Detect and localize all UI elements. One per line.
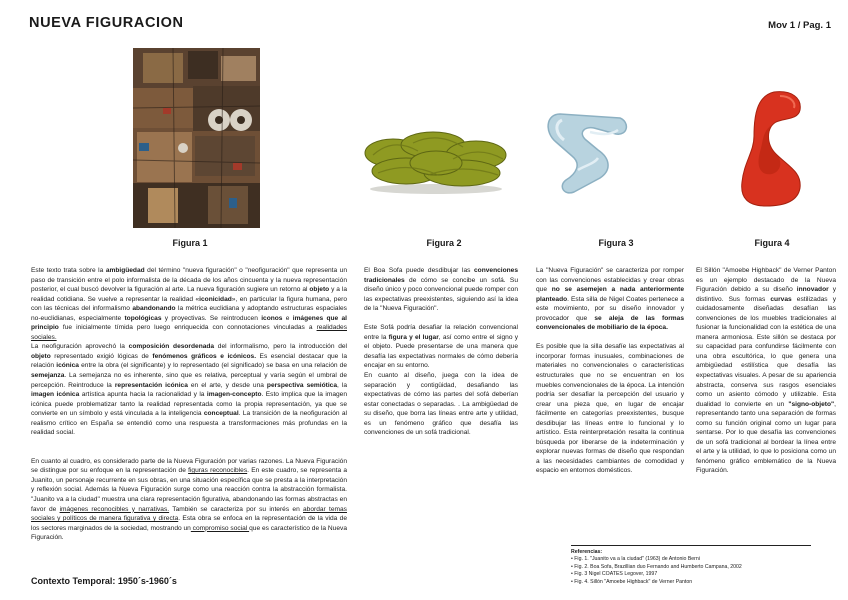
text-run: , la — [337, 381, 347, 389]
emphasis-text: ambigüedad — [105, 267, 145, 274]
text-run: . La transición de la neofiguración al realismo crítico en España se entendió como una respuesta a transformaciones más profundas en la realidad social. — [31, 410, 347, 437]
figure-1-caption: Figura 1 — [172, 238, 208, 248]
emphasis-text: objeto — [31, 352, 51, 360]
underlined-text: realidades sociales. — [31, 324, 347, 341]
figure-3-image — [538, 100, 633, 200]
text-run: . Esta obra se enfoca en la representación de la vida de los sectores marginados de la sociedad, mostrando un — [31, 515, 347, 532]
references-title: Referencias: — [571, 549, 603, 555]
paragraph — [364, 323, 518, 371]
text-run: representado exigió lógicas de — [50, 352, 153, 360]
figure-2-caption: Figura 2 — [426, 238, 462, 248]
underlined-text: abordar temas sociales y políticos de manera figurativa y directa — [31, 505, 347, 523]
text-run: de cómo se concibe un sofá. Su diseño único y poco convencional puede romper con las expectativas preexistentes, siguiendo así la idea de la "Nueva Figuración". — [364, 276, 518, 313]
temporal-context: Contexto Temporal: 1950´s-1960´s — [31, 576, 177, 586]
figure-3-caption: Figura 3 — [598, 238, 634, 248]
text-run: y proyectivas. Se reintroducen — [161, 314, 262, 322]
braided-sofa-icon — [358, 125, 513, 197]
emphasis-text: iconos — [261, 314, 283, 322]
underlined-text: compromiso social — [190, 524, 250, 532]
text-run: artística apunta hacia la racionalidad y la — [79, 391, 207, 399]
text-run: . Esto implica que la imagen icónica puede problematizar tanto la realidad representada como la propia representación, ya que se convierte en un símbolo y está vinculada a la inteligencia — [31, 391, 347, 418]
column-figure-2-text — [364, 266, 518, 438]
emphasis-text: "signo-objeto" — [788, 400, 835, 408]
text-run: fue inicialmente tímida pero luego enriquecida con connotaciones vinculadas a — [58, 324, 317, 332]
red-armchair-icon — [736, 88, 806, 210]
text-run: », en particular la figura humana, pero con las técnicas del informalismo — [31, 295, 347, 313]
paragraph — [696, 266, 836, 476]
emphasis-text: se aleja de las formas convencionales de mobiliario de la época. — [536, 314, 684, 332]
column-figure-3-text — [536, 266, 684, 476]
emphasis-text: objeto — [309, 286, 330, 294]
reference-item: • Fig. 3 Nigel COATES Legover, 1997 — [571, 571, 658, 578]
emphasis-text: innovador — [796, 286, 829, 294]
text-run: , representando tanto una separación de formas como su función original como un lugar para sentarse. Por lo que desafía las convenciones de un sofá tradicional al bordear la línea entre el arte y la utilidad, lo que lo posiciona como un fenómeno gráfico emblemático de la Nueva Figuración. — [696, 400, 836, 475]
text-run: del informalismo, pero la introducción del — [214, 343, 347, 351]
emphasis-text: fenómenos gráficos e icónicos. — [152, 352, 257, 360]
page-number: Mov 1 / Pag. 1 — [768, 20, 831, 31]
paragraph — [364, 266, 518, 314]
text-run: Es posible que la silla desafíe las expectativas al incorporar formas inusuales, combinaciones de materiales no convencionales o características estructurales que no se encuentran en los muebles convencionales de la época. La intención podría ser desafiar la percepción del usuario y crear una pieza que, en lugar de encajar fácilmente en categorías preexistentes, busque desdibujar las líneas entre lo funcional y lo artístico. Esta reinterpretación resalta la continua búsqueda por liberarse de la indeterminación y explorar nuevas formas de diseño que respondan a las necesidades cambiantes de comodidad y espacio en entornos domésticos. — [536, 343, 684, 475]
references — [571, 545, 811, 586]
page-title: NUEVA FIGURACION — [29, 15, 184, 31]
figure-4-caption: Figura 4 — [754, 238, 790, 248]
text-run: En cuanto al diseño, juega con la idea de separación y contigüidad, desafiando las expectativas de cómo las partes del sofá deberían estar conectadas o separadas. . La ambigüedad de su diseño, que borra las líneas entre arte y utilidad, es un fenómeno gráfico que desafía las convenciones de un sofá tradicional. — [364, 371, 518, 437]
collage-painting-icon — [133, 48, 260, 228]
text-run: en el arte, y desde una — [187, 381, 267, 389]
emphasis-text: imágenes que al principio — [31, 314, 347, 332]
paragraph — [364, 371, 518, 438]
figure-2-image — [358, 125, 513, 197]
text-run: En cuanto al cuadro, es considerado parte de la Nueva Figuración por varias razones. La Nueva Figuración se distingue por su enfoque en la representación de — [31, 457, 347, 475]
text-run: estilizadas y cuidadosamente diseñadas desafían las convenciones de los muebles tradicionales al fusionar la funcionalidad con la estética de una manera armoniosa. Este sillón se destaca por su capacidad para confundirse fácilmente con una obra escultórica, lo que genera una ambigüedad estilística que desafía las expectativas visuales. A pesar de su apariencia abstracta, conserva sus rasgos esenciales como un asiento cómodo y utilizable. Esta dualidad lo convierte en un — [696, 295, 836, 408]
emphasis-text: iconicidad — [199, 295, 232, 303]
column-figure-1-text — [31, 266, 347, 543]
paragraph — [31, 266, 347, 342]
text-run: , así como entre el signo y el objeto. Puede presentarse de una manera que desafía las expectativas normales de cómo debería encajar en su entorno. — [364, 333, 518, 370]
emphasis-text: curvas — [770, 295, 792, 303]
text-run: . La semejanza no es inherente, sino que es relativa, perceptual y varía según el umbral de percepción. Reintroduce la — [31, 372, 347, 389]
wavy-chair-icon — [538, 100, 633, 200]
paragraph — [31, 342, 347, 437]
emphasis-text: figura y el lugar — [388, 333, 439, 341]
text-run: El Sillón "Amoebe Highback" de Verner Panton es un ejemplo destacado de la Nueva Figuración debido a su diseño — [696, 267, 836, 294]
text-run: Es esencial destacar que la relación — [31, 352, 347, 370]
text-run: . Esta silla de Nigel Coates pertenece a este movimiento, por su diseño innovador y provocador que — [536, 295, 684, 322]
text-run: y a la realidad cotidiana. Se vuelve a representar la realidad « — [31, 286, 348, 303]
emphasis-text: abandonando — [132, 305, 176, 313]
column-figure-4-text — [696, 266, 836, 476]
text-run: la métrica euclidiana y adoptando estructuras espaciales no-euclidianas, especialmente — [31, 305, 347, 322]
text-run: entre la obra (el significante) y lo representado (el significado) se basa en una relación de — [78, 362, 347, 370]
emphasis-text: topológicas — [124, 314, 162, 322]
emphasis-text: perspectiva semiótica — [266, 381, 338, 389]
emphasis-text: convenciones tradicionales — [364, 267, 518, 284]
emphasis-text: imagen icónica — [31, 391, 80, 399]
paragraph — [536, 266, 684, 333]
emphasis-text: imagen-concepto — [206, 391, 262, 399]
emphasis-text: conceptual — [203, 410, 239, 418]
emphasis-text: no se asemejen a nada anteriormente planteado — [536, 286, 684, 303]
reference-item: • Fig. 2. Boa Sofa, Brazillian duo Fernando and Humberto Campana, 2002 — [571, 563, 742, 570]
emphasis-text: semejanza — [31, 372, 65, 380]
underlined-text: imágenes reconocibles y narrativas. — [59, 505, 170, 513]
paragraph — [31, 457, 347, 543]
text-run: La neofiguración aprovechó la — [31, 343, 129, 351]
text-run: que es característico de la Nueva Figuración. — [31, 524, 347, 542]
figure-1-image — [133, 48, 260, 228]
text-run: Este Sofá podría desafiar la relación convencional entre la — [364, 324, 518, 341]
text-run: . En este cuadro, se representa a Juanito, un personaje recurrente en sus obras, en una situación específica que se presta a la interpretación y reflexión social. Además la Nueva Figuración surge como una reacción contra la abstracción formalista. "Juanito va a la ciudad" muestra una clara representación figurativa, abandonando las formas abstractas en favor de — [31, 467, 347, 513]
reference-item: • Fig. 1. "Juanito va a la ciudad" (1963) de Antonio Berni — [571, 556, 700, 563]
text-run: y distintivo. Sus formas — [696, 286, 836, 303]
text-run: El Boa Sofa puede desdibujar las — [364, 267, 475, 274]
text-run: e — [282, 314, 293, 322]
figure-4-image — [736, 88, 806, 210]
underlined-text: figuras reconocibles — [188, 467, 248, 475]
text-run: del término "nueva figuración" o "neofiguración" que representa un paso de transición entre el polo informalista de la década de los años cincuenta y la nueva representación posterior, el cual buscó devolver la figuración al arte. La nueva figuración sugiere un retorno al — [31, 267, 347, 294]
emphasis-text: representación icónica — [114, 381, 188, 389]
emphasis-text: composición desordenada — [128, 343, 215, 351]
text-run: La "Nueva Figuración" se caracteriza por romper con las convenciones establecidas y crear obras que — [536, 267, 684, 294]
paragraph — [536, 342, 684, 476]
text-run: También se caracteriza por su interés en — [169, 505, 304, 513]
emphasis-text: icónica — [56, 362, 79, 370]
reference-item: • Fig. 4. Sillón "Amoebe Highback" de Verner Panton — [571, 578, 693, 585]
text-run: Este texto trata sobre la — [31, 267, 106, 274]
